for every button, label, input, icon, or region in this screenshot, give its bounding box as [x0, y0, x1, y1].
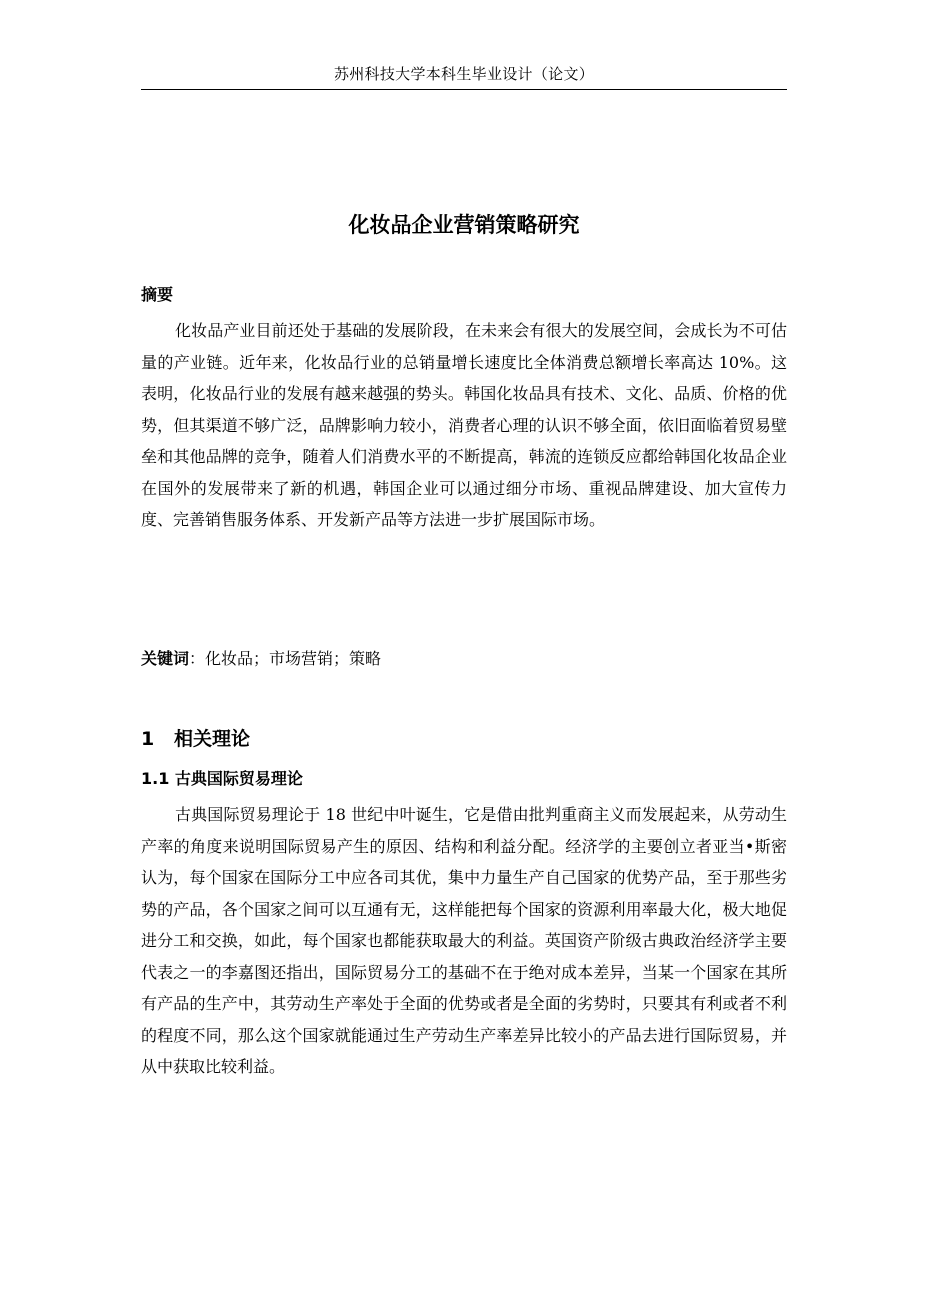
abstract-heading: 摘要 — [141, 285, 174, 304]
subsection-body: 古典国际贸易理论于 18 世纪中叶诞生，它是借由批判重商主义而发展起来，从劳动生产率的角度来说明国际贸易产生的原因、结构和利益分配。经济学的主要创立者亚当•斯密认为，每个国家在国际分工中应各司其优，集中力量生产自己国家的优势产品，至于那些劣势的产品，各个国家之间可以互通有无，这样能把每个国家的资源利用率最大化，极大地促进分工和交换，如此，每个国家也都能获取最大的利益。英国资产阶级古典政治经济学主要代表之一的李嘉图还指出，国际贸易分工的基础不在于绝对成本差异，当某一个国家在其所有产品的生产中，其劳动生产率处于全面的优势或者是全面的劣势时，只要其有利或者不利的程度不同，那么这个国家就能通过生产劳动生产率差异比较小的产品去进行国际贸易，并从中获取比较利益。 — [141, 805, 787, 1076]
abstract-body: 化妆品产业目前还处于基础的发展阶段，在未来会有很大的发展空间，会成长为不可估量的产业链。近年来，化妆品行业的总销量增长速度比全体消费总额增长率高达 10%。这表明，化妆品行业的发展有越来越强的势头。韩国化妆品具有技术、文化、品质、价格的优势，但其渠道不够广泛，品牌影响力较小，消费者心理的认识不够全面，依旧面临着贸易壁垒和其他品牌的竞争，随着人们消费水平的不断提高，韩流的连锁反应都给韩国化妆品企业在国外的发展带来了新的机遇，韩国企业可以通过细分市场、重视品牌建设、加大宣传力度、完善销售服务体系、开发新产品等方法进一步扩展国际市场。 — [141, 321, 787, 529]
section-title: 相关理论 — [174, 728, 251, 750]
running-header: 苏州科技大学本科生毕业设计（论文） — [333, 65, 595, 83]
keywords-values: ：化妆品；市场营销；策略 — [189, 649, 382, 668]
keywords-label: 关键词 — [141, 649, 190, 668]
paper-title: 化妆品企业营销策略研究 — [348, 213, 580, 237]
section-heading — [141, 724, 250, 754]
keywords-line — [141, 645, 381, 673]
section-number: 1 — [141, 728, 155, 750]
subsection-heading: 1.1 古典国际贸易理论 — [141, 769, 303, 788]
header-rule — [141, 89, 787, 90]
